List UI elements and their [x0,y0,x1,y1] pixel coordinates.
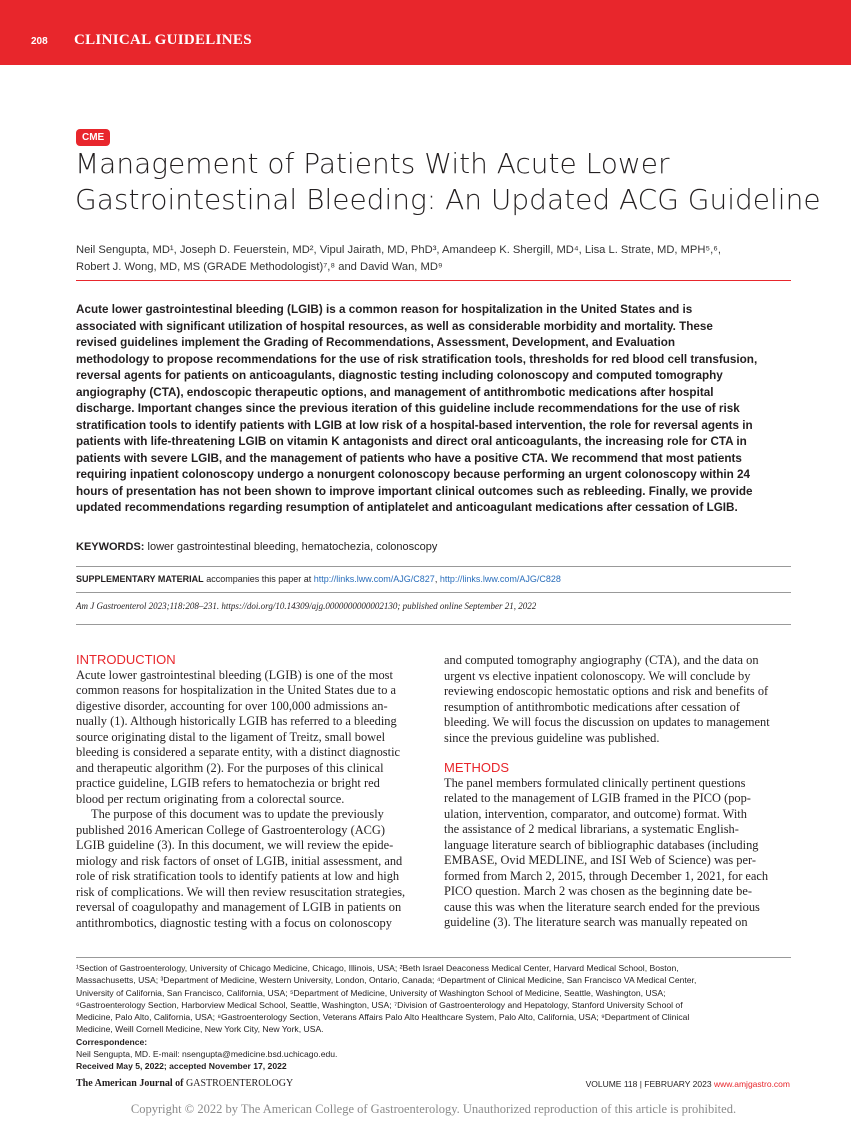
text-line: EMBASE, Ovid MEDLINE, and ISI Web of Science) was per- [444,853,757,867]
author-list [76,242,806,276]
text-line: practice guideline, LGIB refers to hematochezia or bright red [76,776,380,790]
supplementary-material [76,574,561,584]
abstract-line: reversal agents for patients on anticoagulants, diagnostic testing including colonoscopy and computed tomography [76,369,723,382]
abstract-line: requiring inpatient colonoscopy undergo a nonurgent colonoscopy because performing an urgent colonoscopy within 24 [76,468,751,481]
text-line: The purpose of this document was to update the previously [91,807,384,821]
abstract-line: angiography (CTA), endoscopic therapeutic options, and management of antithrombotic medications after hospital [76,385,714,399]
abstract-line: discharge. Important changes since the previous iteration of this guideline include recommendations for the use of risk [76,402,740,415]
abstract-line: methodology to propose recommendations for the use of risk stratification tools, thresholds for red blood cell transfusion, [76,352,758,366]
text-line: source originating distal to the ligament of Treitz, small bowel [76,729,386,744]
journal-name [76,1078,293,1089]
text-line: reversal of coagulopathy and management of LGIB in patients on [76,900,402,914]
volume-info [586,1079,790,1089]
right-column [444,653,790,931]
keywords [76,541,437,553]
footnote-text: Medicine, Weill Cornell Medicine, New York City, New York, USA. [76,1024,324,1035]
abstract-line: revised guidelines implement the Grading of Recommendations, Assessment, Development, and Evaluation [76,336,676,349]
footnote-line: University of California, San Francisco, California, USA; ⁵Department of Medicine, University of Washington School of Medicine, Seattle, Washington, USA; [76,987,666,998]
footnote-line: ⁶Gastroenterology Section, Harborview Medical School, Seattle, Washington, USA; ⁷Division of Gastroenterology and Hepatology, Stanford University School of [76,999,683,1010]
author-line: Neil Sengupta, MD¹, Joseph D. Feuerstein, MD², Vipul Jairath, MD, PhD³, Amandeep K. Shergill, MD⁴, Lisa L. Strate, MD, MPH⁵,⁶, [76,244,721,256]
abstract-line: patients with life-threatening LGIB on vitamin K antagonists and direct oral anticoagulants, the increasing role for CTA in [76,435,747,448]
text-line: miology and risk factors of onset of LGIB, initial assessment, and [76,853,403,868]
divider [76,624,791,625]
text-line: risk of complications. We will then review resuscitation strategies, [76,884,406,899]
cme-badge: CME [76,129,110,146]
text-line: resumption of antithrombotic medications after cessation of [444,699,740,714]
footnote-line: Massachusetts, USA; ³Department of Medicine, Western University, London, Ontario, Canada; ⁴Department of Clinical Medicine, San Francisco VA Medical Center, [76,975,697,986]
link-separator: , [434,574,438,584]
abstract-line: Acute lower gastrointestinal bleeding (LGIB) is a common reason for hospitalization in the United States and is [76,303,693,316]
text-line: cause this was when the literature search ended for the previous [444,899,760,914]
supplementary-link-1[interactable]: http://links.lww.com/AJG/C827 [313,574,435,584]
text-line: the assistance of 2 medical librarians, a systematic English- [444,822,739,836]
text-line: nually (1). Although historically LGIB has referred to a bleeding [76,714,397,728]
journal-title: GASTROENTEROLOGY [186,1078,294,1089]
divider [76,592,791,593]
keywords-label: KEYWORDS: [76,541,145,553]
header-bar [0,0,851,65]
correspondence-text: Neil Sengupta, MD. E-mail: nsengupta@medicine.bsd.uchicago.edu. [76,1049,338,1060]
divider [76,566,791,567]
text-line: antithrombotics, diagnostic testing with a focus on colonoscopy [76,915,392,930]
text-line: language literature search of bibliographic databases (including [444,837,759,852]
divider [76,957,791,958]
website-link[interactable]: www.amjgastro.com [713,1079,790,1089]
text-line: blood per rectum originating from a colorectal source. [76,791,345,806]
title-line: Gastrointestinal Bleeding: An Updated ACG Guideline [75,183,821,216]
text-line: bleeding is considered a separate entity, with a distinct diagnostic [76,745,401,759]
footnote-line: ¹Section of Gastroenterology, University of Chicago Medicine, Chicago, Illinois, USA; ²Beth Israel Deaconess Medical Center, Harvard Medical School, Boston, [76,963,679,973]
abstract [76,302,791,517]
text-line: guideline (3). The literature search was manually repeated on [444,915,748,929]
author-line: Robert J. Wong, MD, MS (GRADE Methodologist)⁷,⁸ and David Wan, MD⁹ [76,261,443,273]
footnotes [76,962,791,1073]
text-line: and computed tomography angiography (CTA), and the data on [444,653,759,667]
left-column [76,652,422,931]
section-title: CLINICAL GUIDELINES [74,32,252,48]
text-line: Acute lower gastrointestinal bleeding (LGIB) is one of the most [76,667,393,682]
page-number: 208 [31,36,48,47]
text-line: and therapeutic algorithm (2). For the purposes of this clinical [76,760,384,775]
article-title [75,146,821,218]
supplementary-link-2[interactable]: http://links.lww.com/AJG/C828 [439,574,561,584]
title-line: Management of Patients With Acute Lower [75,147,670,180]
volume: VOLUME 118 | FEBRUARY 2023 [585,1079,712,1089]
supplementary-text: accompanies this paper at [206,574,312,584]
text-line: ulation, intervention, comparator, and outcome) format. With [444,806,747,821]
text-line: digestive disorder, accounting for over 100,000 admissions an- [76,698,388,713]
abstract-line: updated recommendations regarding resumption of antiplatelet and anticoagulant medications after cessation of LGIB. [76,501,738,514]
text-line: formed from March 2, 2015, through December 1, 2021, for each [444,868,769,883]
divider [76,280,791,281]
text-line: LGIB guideline (3). In this document, we will review the epide- [76,838,394,852]
journal-prefix: The American Journal of [76,1078,184,1089]
introduction-heading: INTRODUCTION [76,652,176,667]
text-line: PICO question. March 2 was chosen as the beginning date be- [444,884,752,898]
received-date: Received May 5, 2022; accepted November 17, 2022 [76,1061,287,1072]
paragraph-gap [444,746,790,760]
abstract-line: patients with severe LGIB, and the management of patients who have a positive CTA. We recommend that most patients [76,451,742,465]
text-line: urgent vs elective inpatient colonoscopy. We will conclude by [444,668,751,683]
text-line: since the previous guideline was published. [444,730,660,745]
abstract-line: associated with significant utilization of hospital resources, as well as considerable morbidity and mortality. These [76,319,713,333]
keywords-text: lower gastrointestinal bleeding, hematochezia, colonoscopy [147,541,438,553]
methods-heading: METHODS [444,760,509,775]
text-line: common reasons for hospitalization in the United States due to a [76,683,397,697]
text-line: role of risk stratification tools to identify patients at low and high [76,869,400,883]
correspondence-label: Correspondence: [76,1036,148,1047]
text-line: reviewing endoscopic hemostatic options and risk and benefits of [444,684,769,698]
text-line: published 2016 American College of Gastroenterology (ACG) [76,822,386,837]
abstract-line: stratification tools to identify patients with LGIB at low risk of a hospital-based intervention, the role for reversal agents in [76,418,753,432]
footnote-line [76,1023,791,1060]
supplementary-label: SUPPLEMENTARY MATERIAL [76,574,204,584]
text-line: related to the management of LGIB framed in the PICO (pop- [444,791,751,805]
text-line: bleeding. We will focus the discussion on updates to management [444,715,770,729]
citation: Am J Gastroenterol 2023;118:208–231. https://doi.org/10.14309/ajg.0000000000002130; published online September 21, 2022 [76,601,537,611]
abstract-line: hours of presentation has not been shown to improve important clinical outcomes such as rebleeding. Finally, we provide [76,484,753,498]
footnote-line: Medicine, Palo Alto, California, USA; ⁸Gastroenterology Section, Veterans Affairs Palo Alto Healthcare System, Palo Alto, California, USA; ⁹Department of Clinical [76,1012,690,1023]
text-line: The panel members formulated clinically pertinent questions [444,775,746,790]
copyright-notice: Copyright © 2022 by The American College of Gastroenterology. Unauthorized reproduction of this article is prohibited. [130,1102,737,1116]
